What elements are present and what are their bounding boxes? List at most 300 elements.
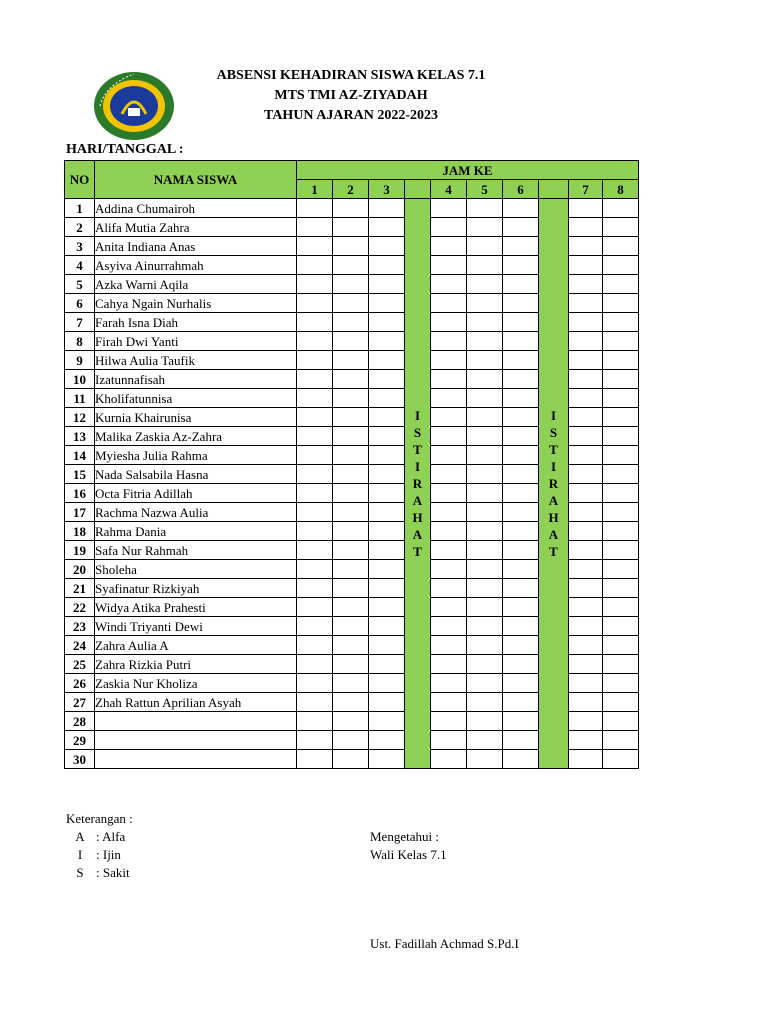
attendance-cell: [431, 541, 467, 560]
attendance-cell: [467, 294, 503, 313]
student-name: Rachma Nazwa Aulia: [95, 503, 297, 522]
attendance-cell: [369, 465, 405, 484]
attendance-cell: [569, 560, 603, 579]
attendance-cell: [603, 389, 639, 408]
attendance-cell: [603, 256, 639, 275]
legend: [66, 810, 133, 882]
attendance-cell: [503, 294, 539, 313]
attendance-cell: [431, 199, 467, 218]
attendance-cell: [467, 351, 503, 370]
istirahat-letter: S: [413, 425, 422, 440]
attendance-cell: [603, 446, 639, 465]
student-name: Izatunnafisah: [95, 370, 297, 389]
break-column: [405, 199, 431, 769]
row-number: 16: [65, 484, 95, 503]
attendance-cell: [297, 484, 333, 503]
student-name: Zhah Rattun Aprilian Asyah: [95, 693, 297, 712]
attendance-cell: [431, 674, 467, 693]
attendance-cell: [369, 579, 405, 598]
legend-title: Keterangan :: [66, 811, 133, 826]
period-8: 8: [603, 180, 639, 199]
attendance-cell: [503, 256, 539, 275]
signer-name: Ust. Fadillah Achmad S.Pd.I: [370, 936, 519, 951]
attendance-cell: [369, 294, 405, 313]
attendance-cell: [297, 541, 333, 560]
attendance-cell: [503, 427, 539, 446]
student-name: Windi Triyanti Dewi: [95, 617, 297, 636]
attendance-cell: [297, 693, 333, 712]
row-number: 8: [65, 332, 95, 351]
student-name: Widya Atika Prahesti: [95, 598, 297, 617]
attendance-cell: [603, 636, 639, 655]
attendance-cell: [603, 693, 639, 712]
attendance-cell: [333, 579, 369, 598]
istirahat-letter: T: [549, 442, 558, 457]
attendance-cell: [431, 351, 467, 370]
attendance-cell: [431, 332, 467, 351]
attendance-cell: [297, 256, 333, 275]
attendance-cell: [603, 370, 639, 389]
row-number: 10: [65, 370, 95, 389]
istirahat-letter: R: [548, 476, 559, 491]
attendance-cell: [503, 598, 539, 617]
attendance-cell: [333, 560, 369, 579]
attendance-cell: [503, 199, 539, 218]
attendance-cell: [503, 750, 539, 769]
attendance-cell: [431, 484, 467, 503]
istirahat-letter: I: [550, 408, 557, 423]
attendance-cell: [369, 674, 405, 693]
attendance-cell: [431, 579, 467, 598]
table-row: [65, 199, 639, 218]
attendance-cell: [467, 617, 503, 636]
attendance-cell: [369, 693, 405, 712]
attendance-cell: [467, 446, 503, 465]
attendance-cell: [297, 598, 333, 617]
attendance-cell: [467, 256, 503, 275]
attendance-cell: [467, 237, 503, 256]
period-3: 3: [369, 180, 405, 199]
break-column: [539, 199, 569, 769]
attendance-cell: [569, 427, 603, 446]
attendance-cell: [431, 313, 467, 332]
attendance-cell: [369, 351, 405, 370]
attendance-cell: [369, 522, 405, 541]
header-no: NO: [65, 161, 95, 199]
attendance-cell: [431, 408, 467, 427]
student-name: Addina Chumairoh: [95, 199, 297, 218]
attendance-cell: [369, 731, 405, 750]
row-number: 26: [65, 674, 95, 693]
attendance-cell: [431, 465, 467, 484]
legend-item: [66, 864, 133, 882]
istirahat-letter: I: [414, 408, 421, 423]
student-name: Nada Salsabila Hasna: [95, 465, 297, 484]
attendance-cell: [569, 541, 603, 560]
legend-code: I: [77, 847, 83, 862]
attendance-cell: [431, 370, 467, 389]
attendance-cell: [569, 655, 603, 674]
attendance-cell: [297, 503, 333, 522]
attendance-cell: [503, 503, 539, 522]
attendance-cell: [431, 560, 467, 579]
attendance-cell: [467, 598, 503, 617]
attendance-cell: [333, 522, 369, 541]
attendance-cell: [569, 522, 603, 541]
attendance-cell: [297, 332, 333, 351]
attendance-cell: [297, 370, 333, 389]
attendance-cell: [297, 560, 333, 579]
attendance-cell: [569, 256, 603, 275]
attendance-cell: [503, 617, 539, 636]
attendance-cell: [467, 636, 503, 655]
attendance-cell: [297, 731, 333, 750]
row-number: 19: [65, 541, 95, 560]
attendance-cell: [369, 560, 405, 579]
attendance-cell: [569, 199, 603, 218]
attendance-cell: [603, 712, 639, 731]
attendance-cell: [569, 294, 603, 313]
row-number: 28: [65, 712, 95, 731]
row-number: 12: [65, 408, 95, 427]
row-number: 5: [65, 275, 95, 294]
attendance-cell: [297, 712, 333, 731]
attendance-cell: [333, 199, 369, 218]
attendance-cell: [431, 237, 467, 256]
attendance-cell: [297, 446, 333, 465]
attendance-cell: [333, 408, 369, 427]
attendance-cell: [603, 465, 639, 484]
attendance-cell: [603, 750, 639, 769]
attendance-cell: [569, 389, 603, 408]
period-6: 6: [503, 180, 539, 199]
attendance-cell: [333, 351, 369, 370]
istirahat-letter: H: [548, 510, 559, 525]
row-number: 27: [65, 693, 95, 712]
row-number: 30: [65, 750, 95, 769]
document-header: [150, 66, 552, 126]
attendance-cell: [431, 693, 467, 712]
attendance-cell: [569, 636, 603, 655]
attendance-cell: [467, 370, 503, 389]
attendance-cell: [333, 313, 369, 332]
attendance-cell: [297, 237, 333, 256]
attendance-cell: [333, 389, 369, 408]
attendance-cell: [503, 465, 539, 484]
attendance-cell: [467, 579, 503, 598]
istirahat-label: [405, 407, 430, 560]
student-name: Alifa Mutia Zahra: [95, 218, 297, 237]
istirahat-letter: A: [412, 493, 423, 508]
row-number: 7: [65, 313, 95, 332]
attendance-cell: [603, 351, 639, 370]
legend-item: [66, 846, 133, 864]
attendance-cell: [297, 427, 333, 446]
row-number: 6: [65, 294, 95, 313]
attendance-cell: [503, 579, 539, 598]
attendance-cell: [369, 427, 405, 446]
header-school: MTS TMI AZ-ZIYADAH: [274, 88, 428, 103]
header-year: TAHUN AJARAN 2022-2023: [264, 108, 438, 123]
attendance-cell: [369, 598, 405, 617]
attendance-cell: [431, 446, 467, 465]
attendance-cell: [503, 408, 539, 427]
student-name: Myiesha Julia Rahma: [95, 446, 297, 465]
attendance-cell: [297, 750, 333, 769]
period-2: 2: [333, 180, 369, 199]
attendance-cell: [503, 389, 539, 408]
legend-desc: : Ijin: [96, 847, 121, 862]
legend-code: A: [75, 829, 85, 844]
attendance-cell: [603, 503, 639, 522]
attendance-cell: [603, 237, 639, 256]
attendance-cell: [603, 617, 639, 636]
student-name: Safa Nur Rahmah: [95, 541, 297, 560]
attendance-cell: [297, 579, 333, 598]
attendance-cell: [569, 275, 603, 294]
student-name: Syafinatur Rizkiyah: [95, 579, 297, 598]
attendance-cell: [297, 313, 333, 332]
attendance-cell: [431, 522, 467, 541]
attendance-cell: [431, 712, 467, 731]
attendance-cell: [431, 617, 467, 636]
attendance-cell: [467, 408, 503, 427]
attendance-cell: [503, 218, 539, 237]
attendance-cell: [467, 731, 503, 750]
istirahat-letter: I: [414, 459, 421, 474]
attendance-cell: [503, 636, 539, 655]
legend-desc: : Sakit: [96, 865, 130, 880]
attendance-cell: [431, 275, 467, 294]
attendance-cell: [333, 332, 369, 351]
attendance-cell: [333, 598, 369, 617]
attendance-cell: [603, 731, 639, 750]
student-name: Zaskia Nur Kholiza: [95, 674, 297, 693]
row-number: 17: [65, 503, 95, 522]
attendance-cell: [569, 332, 603, 351]
attendance-cell: [369, 275, 405, 294]
attendance-cell: [603, 313, 639, 332]
attendance-cell: [603, 522, 639, 541]
istirahat-letter: A: [548, 527, 559, 542]
mengetahui-label: Mengetahui :: [370, 829, 439, 844]
attendance-cell: [297, 408, 333, 427]
attendance-cell: [603, 332, 639, 351]
attendance-cell: [467, 560, 503, 579]
attendance-cell: [369, 712, 405, 731]
row-number: 3: [65, 237, 95, 256]
student-name: Farah Isna Diah: [95, 313, 297, 332]
row-number: 25: [65, 655, 95, 674]
attendance-cell: [333, 541, 369, 560]
attendance-cell: [467, 275, 503, 294]
attendance-cell: [603, 218, 639, 237]
attendance-cell: [569, 598, 603, 617]
student-name: Octa Fitria Adillah: [95, 484, 297, 503]
attendance-cell: [369, 218, 405, 237]
attendance-cell: [333, 750, 369, 769]
signer-role: Wali Kelas 7.1: [370, 847, 447, 862]
period-1: 1: [297, 180, 333, 199]
attendance-table: [64, 160, 639, 769]
attendance-cell: [431, 218, 467, 237]
attendance-cell: [431, 750, 467, 769]
student-name: Sholeha: [95, 560, 297, 579]
attendance-cell: [333, 655, 369, 674]
attendance-cell: [297, 389, 333, 408]
attendance-cell: [503, 484, 539, 503]
attendance-cell: [369, 541, 405, 560]
attendance-cell: [467, 541, 503, 560]
attendance-cell: [569, 750, 603, 769]
attendance-cell: [297, 636, 333, 655]
period-5: 5: [467, 180, 503, 199]
attendance-cell: [569, 218, 603, 237]
attendance-cell: [467, 465, 503, 484]
attendance-cell: [333, 674, 369, 693]
attendance-cell: [431, 389, 467, 408]
attendance-cell: [603, 541, 639, 560]
attendance-cell: [503, 712, 539, 731]
attendance-cell: [369, 636, 405, 655]
student-name: [95, 731, 297, 750]
attendance-cell: [297, 465, 333, 484]
attendance-cell: [297, 218, 333, 237]
student-name: Asyiva Ainurrahmah: [95, 256, 297, 275]
attendance-cell: [503, 655, 539, 674]
attendance-cell: [467, 674, 503, 693]
attendance-cell: [467, 503, 503, 522]
attendance-cell: [333, 465, 369, 484]
student-name: Zahra Aulia A: [95, 636, 297, 655]
attendance-cell: [467, 693, 503, 712]
break-header: [539, 180, 569, 199]
attendance-cell: [431, 655, 467, 674]
row-number: 15: [65, 465, 95, 484]
student-name: [95, 712, 297, 731]
attendance-cell: [369, 484, 405, 503]
attendance-cell: [569, 313, 603, 332]
header-title: ABSENSI KEHADIRAN SISWA KELAS 7.1: [216, 68, 486, 83]
row-number: 1: [65, 199, 95, 218]
row-number: 20: [65, 560, 95, 579]
attendance-cell: [297, 674, 333, 693]
attendance-cell: [333, 446, 369, 465]
student-name: Rahma Dania: [95, 522, 297, 541]
student-name: Kurnia Khairunisa: [95, 408, 297, 427]
attendance-cell: [369, 617, 405, 636]
attendance-cell: [467, 218, 503, 237]
attendance-cell: [569, 674, 603, 693]
istirahat-letter: A: [412, 527, 423, 542]
attendance-cell: [431, 598, 467, 617]
attendance-cell: [467, 313, 503, 332]
attendance-cell: [569, 465, 603, 484]
attendance-cell: [333, 275, 369, 294]
attendance-cell: [369, 370, 405, 389]
row-number: 22: [65, 598, 95, 617]
attendance-cell: [369, 389, 405, 408]
attendance-cell: [603, 674, 639, 693]
attendance-cell: [569, 351, 603, 370]
row-number: 29: [65, 731, 95, 750]
attendance-cell: [297, 655, 333, 674]
attendance-cell: [333, 427, 369, 446]
attendance-cell: [569, 693, 603, 712]
attendance-cell: [603, 294, 639, 313]
attendance-cell: [603, 484, 639, 503]
istirahat-letter: I: [550, 459, 557, 474]
attendance-cell: [369, 332, 405, 351]
attendance-cell: [503, 313, 539, 332]
attendance-cell: [603, 598, 639, 617]
period-4: 4: [431, 180, 467, 199]
attendance-cell: [603, 408, 639, 427]
attendance-cell: [467, 750, 503, 769]
header-nama-siswa: NAMA SISWA: [95, 161, 297, 199]
attendance-cell: [503, 446, 539, 465]
attendance-cell: [603, 275, 639, 294]
attendance-cell: [333, 712, 369, 731]
attendance-cell: [503, 731, 539, 750]
attendance-cell: [467, 522, 503, 541]
attendance-cell: [333, 617, 369, 636]
attendance-cell: [467, 332, 503, 351]
attendance-cell: [569, 579, 603, 598]
attendance-cell: [333, 237, 369, 256]
row-number: 4: [65, 256, 95, 275]
attendance-cell: [333, 370, 369, 389]
istirahat-letter: T: [413, 442, 422, 457]
attendance-cell: [503, 237, 539, 256]
attendance-cell: [333, 484, 369, 503]
attendance-cell: [333, 503, 369, 522]
student-name: Hilwa Aulia Taufik: [95, 351, 297, 370]
istirahat-letter: T: [549, 544, 558, 559]
student-name: [95, 750, 297, 769]
attendance-cell: [431, 503, 467, 522]
attendance-cell: [369, 446, 405, 465]
attendance-cell: [603, 560, 639, 579]
attendance-cell: [569, 370, 603, 389]
legend-code: S: [76, 865, 84, 880]
attendance-cell: [467, 655, 503, 674]
row-number: 14: [65, 446, 95, 465]
attendance-cell: [503, 370, 539, 389]
row-number: 24: [65, 636, 95, 655]
attendance-cell: [333, 731, 369, 750]
attendance-cell: [603, 579, 639, 598]
attendance-cell: [569, 484, 603, 503]
istirahat-letter: S: [549, 425, 558, 440]
attendance-cell: [569, 503, 603, 522]
attendance-cell: [503, 560, 539, 579]
attendance-cell: [467, 484, 503, 503]
header-jam-ke: JAM KE: [297, 161, 639, 180]
student-name: Kholifatunnisa: [95, 389, 297, 408]
attendance-cell: [467, 712, 503, 731]
student-name: Anita Indiana Anas: [95, 237, 297, 256]
attendance-cell: [333, 256, 369, 275]
attendance-cell: [369, 313, 405, 332]
row-number: 18: [65, 522, 95, 541]
attendance-cell: [503, 693, 539, 712]
attendance-cell: [569, 712, 603, 731]
student-name: Malika Zaskia Az-Zahra: [95, 427, 297, 446]
attendance-cell: [431, 427, 467, 446]
attendance-cell: [369, 256, 405, 275]
attendance-cell: [603, 427, 639, 446]
